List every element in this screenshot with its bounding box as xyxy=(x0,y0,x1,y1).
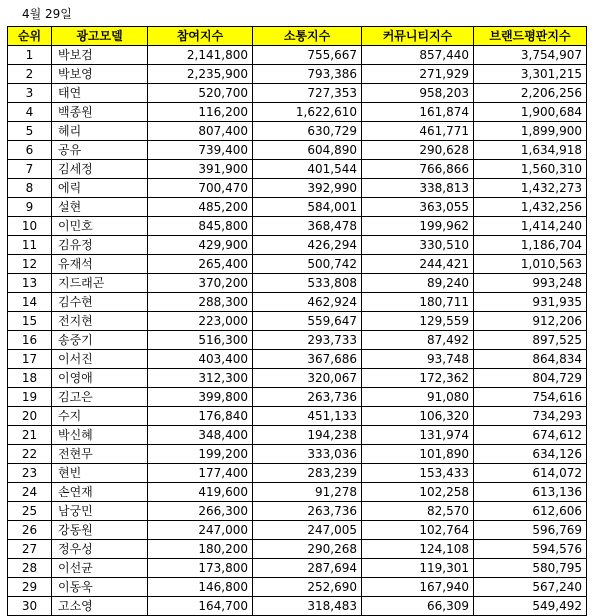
brand-reputation-cell: 634,126 xyxy=(474,445,587,464)
model-name-cell: 지드래곤 xyxy=(52,274,148,293)
communication-cell: 320,067 xyxy=(253,369,362,388)
rank-cell: 5 xyxy=(8,122,52,141)
model-name-cell: 백종원 xyxy=(52,103,148,122)
community-cell: 124,108 xyxy=(362,540,474,559)
table-row xyxy=(8,65,587,84)
header-participation: 참여지수 xyxy=(148,27,253,46)
communication-cell: 1,622,610 xyxy=(253,103,362,122)
participation-cell: 116,200 xyxy=(148,103,253,122)
community-cell: 102,764 xyxy=(362,521,474,540)
model-name-cell: 태연 xyxy=(52,84,148,103)
brand-reputation-cell: 580,795 xyxy=(474,559,587,578)
rank-cell: 26 xyxy=(8,521,52,540)
model-name-cell: 김고은 xyxy=(52,388,148,407)
community-cell: 199,962 xyxy=(362,217,474,236)
table-row xyxy=(8,426,587,445)
community-cell: 363,055 xyxy=(362,198,474,217)
community-cell: 131,974 xyxy=(362,426,474,445)
participation-cell: 288,300 xyxy=(148,293,253,312)
community-cell: 330,510 xyxy=(362,236,474,255)
rank-cell: 13 xyxy=(8,274,52,293)
brand-reputation-cell: 612,606 xyxy=(474,502,587,521)
table-row xyxy=(8,483,587,502)
rank-cell: 27 xyxy=(8,540,52,559)
model-name-cell: 정우성 xyxy=(52,540,148,559)
community-cell: 102,258 xyxy=(362,483,474,502)
table-row xyxy=(8,103,587,122)
brand-reputation-cell: 804,729 xyxy=(474,369,587,388)
communication-cell: 287,694 xyxy=(253,559,362,578)
community-cell: 101,890 xyxy=(362,445,474,464)
rank-cell: 24 xyxy=(8,483,52,502)
communication-cell: 247,005 xyxy=(253,521,362,540)
communication-cell: 584,001 xyxy=(253,198,362,217)
communication-cell: 793,386 xyxy=(253,65,362,84)
participation-cell: 403,400 xyxy=(148,350,253,369)
model-name-cell: 설현 xyxy=(52,198,148,217)
header-row xyxy=(8,27,587,46)
community-cell: 167,940 xyxy=(362,578,474,597)
community-cell: 129,559 xyxy=(362,312,474,331)
brand-reputation-cell: 3,754,907 xyxy=(474,46,587,65)
model-name-cell: 김수현 xyxy=(52,293,148,312)
community-cell: 93,748 xyxy=(362,350,474,369)
participation-cell: 176,840 xyxy=(148,407,253,426)
model-name-cell: 남궁민 xyxy=(52,502,148,521)
brand-reputation-cell: 614,072 xyxy=(474,464,587,483)
table-row xyxy=(8,198,587,217)
table-row xyxy=(8,540,587,559)
participation-cell: 485,200 xyxy=(148,198,253,217)
table-row xyxy=(8,236,587,255)
rank-cell: 6 xyxy=(8,141,52,160)
participation-cell: 2,235,900 xyxy=(148,65,253,84)
brand-reputation-cell: 734,293 xyxy=(474,407,587,426)
table-row xyxy=(8,597,587,616)
communication-cell: 500,742 xyxy=(253,255,362,274)
brand-reputation-table xyxy=(7,26,587,616)
communication-cell: 263,736 xyxy=(253,502,362,521)
rank-cell: 17 xyxy=(8,350,52,369)
rank-cell: 12 xyxy=(8,255,52,274)
table-row xyxy=(8,369,587,388)
table-row xyxy=(8,350,587,369)
table-row xyxy=(8,160,587,179)
model-name-cell: 수지 xyxy=(52,407,148,426)
rank-cell: 9 xyxy=(8,198,52,217)
participation-cell: 164,700 xyxy=(148,597,253,616)
participation-cell: 391,900 xyxy=(148,160,253,179)
rank-cell: 25 xyxy=(8,502,52,521)
brand-reputation-cell: 1,634,918 xyxy=(474,141,587,160)
participation-cell: 312,300 xyxy=(148,369,253,388)
community-cell: 66,309 xyxy=(362,597,474,616)
participation-cell: 739,400 xyxy=(148,141,253,160)
rank-cell: 28 xyxy=(8,559,52,578)
communication-cell: 290,268 xyxy=(253,540,362,559)
participation-cell: 146,800 xyxy=(148,578,253,597)
table-row xyxy=(8,141,587,160)
participation-cell: 177,400 xyxy=(148,464,253,483)
communication-cell: 604,890 xyxy=(253,141,362,160)
communication-cell: 283,239 xyxy=(253,464,362,483)
table-row xyxy=(8,274,587,293)
rank-cell: 14 xyxy=(8,293,52,312)
brand-reputation-cell: 912,206 xyxy=(474,312,587,331)
participation-cell: 429,900 xyxy=(148,236,253,255)
model-name-cell: 이서진 xyxy=(52,350,148,369)
brand-reputation-cell: 993,248 xyxy=(474,274,587,293)
model-name-cell: 이민호 xyxy=(52,217,148,236)
rank-cell: 19 xyxy=(8,388,52,407)
brand-reputation-cell: 931,935 xyxy=(474,293,587,312)
participation-cell: 516,300 xyxy=(148,331,253,350)
model-name-cell: 고소영 xyxy=(52,597,148,616)
communication-cell: 318,483 xyxy=(253,597,362,616)
communication-cell: 755,667 xyxy=(253,46,362,65)
brand-reputation-cell: 864,834 xyxy=(474,350,587,369)
brand-reputation-cell: 1,186,704 xyxy=(474,236,587,255)
participation-cell: 845,800 xyxy=(148,217,253,236)
rank-cell: 18 xyxy=(8,369,52,388)
header-communication: 소통지수 xyxy=(253,27,362,46)
table-row xyxy=(8,122,587,141)
communication-cell: 392,990 xyxy=(253,179,362,198)
participation-cell: 348,400 xyxy=(148,426,253,445)
model-name-cell: 박보영 xyxy=(52,65,148,84)
community-cell: 172,362 xyxy=(362,369,474,388)
community-cell: 271,929 xyxy=(362,65,474,84)
model-name-cell: 헤리 xyxy=(52,122,148,141)
brand-reputation-cell: 674,612 xyxy=(474,426,587,445)
table-row xyxy=(8,217,587,236)
model-name-cell: 손연재 xyxy=(52,483,148,502)
model-name-cell: 공유 xyxy=(52,141,148,160)
table-row xyxy=(8,179,587,198)
community-cell: 87,492 xyxy=(362,331,474,350)
participation-cell: 173,800 xyxy=(148,559,253,578)
rank-cell: 2 xyxy=(8,65,52,84)
community-cell: 91,080 xyxy=(362,388,474,407)
table-row xyxy=(8,312,587,331)
header-brand-reputation: 브랜드평판지수 xyxy=(474,27,587,46)
table-row xyxy=(8,559,587,578)
rank-cell: 11 xyxy=(8,236,52,255)
model-name-cell: 이선균 xyxy=(52,559,148,578)
participation-cell: 399,800 xyxy=(148,388,253,407)
communication-cell: 630,729 xyxy=(253,122,362,141)
brand-reputation-cell: 2,206,256 xyxy=(474,84,587,103)
rank-cell: 4 xyxy=(8,103,52,122)
table-row xyxy=(8,255,587,274)
model-name-cell: 김세정 xyxy=(52,160,148,179)
rank-cell: 29 xyxy=(8,578,52,597)
model-name-cell: 에릭 xyxy=(52,179,148,198)
brand-reputation-cell: 1,414,240 xyxy=(474,217,587,236)
community-cell: 180,711 xyxy=(362,293,474,312)
table-row xyxy=(8,331,587,350)
brand-reputation-cell: 549,492 xyxy=(474,597,587,616)
communication-cell: 401,544 xyxy=(253,160,362,179)
community-cell: 119,301 xyxy=(362,559,474,578)
brand-reputation-cell: 1,899,900 xyxy=(474,122,587,141)
community-cell: 82,570 xyxy=(362,502,474,521)
model-name-cell: 전지현 xyxy=(52,312,148,331)
brand-reputation-cell: 594,576 xyxy=(474,540,587,559)
date-label: 4월 29일 xyxy=(22,7,72,21)
community-cell: 958,203 xyxy=(362,84,474,103)
participation-cell: 700,470 xyxy=(148,179,253,198)
communication-cell: 293,733 xyxy=(253,331,362,350)
brand-reputation-cell: 596,769 xyxy=(474,521,587,540)
model-name-cell: 김유정 xyxy=(52,236,148,255)
brand-reputation-cell: 567,240 xyxy=(474,578,587,597)
community-cell: 857,440 xyxy=(362,46,474,65)
community-cell: 244,421 xyxy=(362,255,474,274)
participation-cell: 520,700 xyxy=(148,84,253,103)
brand-reputation-cell: 1,432,256 xyxy=(474,198,587,217)
brand-reputation-cell: 613,136 xyxy=(474,483,587,502)
rank-cell: 15 xyxy=(8,312,52,331)
community-cell: 106,320 xyxy=(362,407,474,426)
model-name-cell: 박보검 xyxy=(52,46,148,65)
participation-cell: 2,141,800 xyxy=(148,46,253,65)
participation-cell: 266,300 xyxy=(148,502,253,521)
brand-reputation-cell: 1,432,273 xyxy=(474,179,587,198)
model-name-cell: 현빈 xyxy=(52,464,148,483)
rank-cell: 20 xyxy=(8,407,52,426)
rank-cell: 30 xyxy=(8,597,52,616)
rank-cell: 10 xyxy=(8,217,52,236)
community-cell: 290,628 xyxy=(362,141,474,160)
table-row xyxy=(8,502,587,521)
communication-cell: 559,647 xyxy=(253,312,362,331)
brand-reputation-cell: 1,010,563 xyxy=(474,255,587,274)
model-name-cell: 송중기 xyxy=(52,331,148,350)
participation-cell: 180,200 xyxy=(148,540,253,559)
table-row xyxy=(8,464,587,483)
table-row xyxy=(8,445,587,464)
communication-cell: 533,808 xyxy=(253,274,362,293)
header-community: 커뮤니티지수 xyxy=(362,27,474,46)
participation-cell: 419,600 xyxy=(148,483,253,502)
brand-reputation-cell: 1,560,310 xyxy=(474,160,587,179)
participation-cell: 265,400 xyxy=(148,255,253,274)
rank-cell: 1 xyxy=(8,46,52,65)
rank-cell: 7 xyxy=(8,160,52,179)
brand-reputation-cell: 1,900,684 xyxy=(474,103,587,122)
rank-cell: 16 xyxy=(8,331,52,350)
rank-cell: 8 xyxy=(8,179,52,198)
community-cell: 89,240 xyxy=(362,274,474,293)
communication-cell: 252,690 xyxy=(253,578,362,597)
table-row xyxy=(8,84,587,103)
rank-cell: 21 xyxy=(8,426,52,445)
community-cell: 766,866 xyxy=(362,160,474,179)
communication-cell: 727,353 xyxy=(253,84,362,103)
header-rank: 순위 xyxy=(8,27,52,46)
header-model: 광고모델 xyxy=(52,27,148,46)
table-row xyxy=(8,521,587,540)
rank-cell: 23 xyxy=(8,464,52,483)
participation-cell: 223,000 xyxy=(148,312,253,331)
model-name-cell: 강동원 xyxy=(52,521,148,540)
model-name-cell: 전현무 xyxy=(52,445,148,464)
communication-cell: 368,478 xyxy=(253,217,362,236)
participation-cell: 247,000 xyxy=(148,521,253,540)
table-row xyxy=(8,388,587,407)
table-row xyxy=(8,407,587,426)
communication-cell: 426,294 xyxy=(253,236,362,255)
table-body xyxy=(8,46,587,616)
community-cell: 153,433 xyxy=(362,464,474,483)
brand-reputation-cell: 754,616 xyxy=(474,388,587,407)
participation-cell: 807,400 xyxy=(148,122,253,141)
table-row xyxy=(8,46,587,65)
model-name-cell: 박신혜 xyxy=(52,426,148,445)
community-cell: 338,813 xyxy=(362,179,474,198)
participation-cell: 199,200 xyxy=(148,445,253,464)
brand-reputation-cell: 897,525 xyxy=(474,331,587,350)
communication-cell: 194,238 xyxy=(253,426,362,445)
brand-reputation-cell: 3,301,215 xyxy=(474,65,587,84)
communication-cell: 367,686 xyxy=(253,350,362,369)
community-cell: 161,874 xyxy=(362,103,474,122)
communication-cell: 91,278 xyxy=(253,483,362,502)
participation-cell: 370,200 xyxy=(148,274,253,293)
model-name-cell: 이동욱 xyxy=(52,578,148,597)
communication-cell: 263,736 xyxy=(253,388,362,407)
table-row xyxy=(8,578,587,597)
community-cell: 461,771 xyxy=(362,122,474,141)
table-row xyxy=(8,293,587,312)
communication-cell: 451,133 xyxy=(253,407,362,426)
communication-cell: 333,036 xyxy=(253,445,362,464)
model-name-cell: 이영애 xyxy=(52,369,148,388)
communication-cell: 462,924 xyxy=(253,293,362,312)
rank-cell: 22 xyxy=(8,445,52,464)
model-name-cell: 유재석 xyxy=(52,255,148,274)
rank-cell: 3 xyxy=(8,84,52,103)
